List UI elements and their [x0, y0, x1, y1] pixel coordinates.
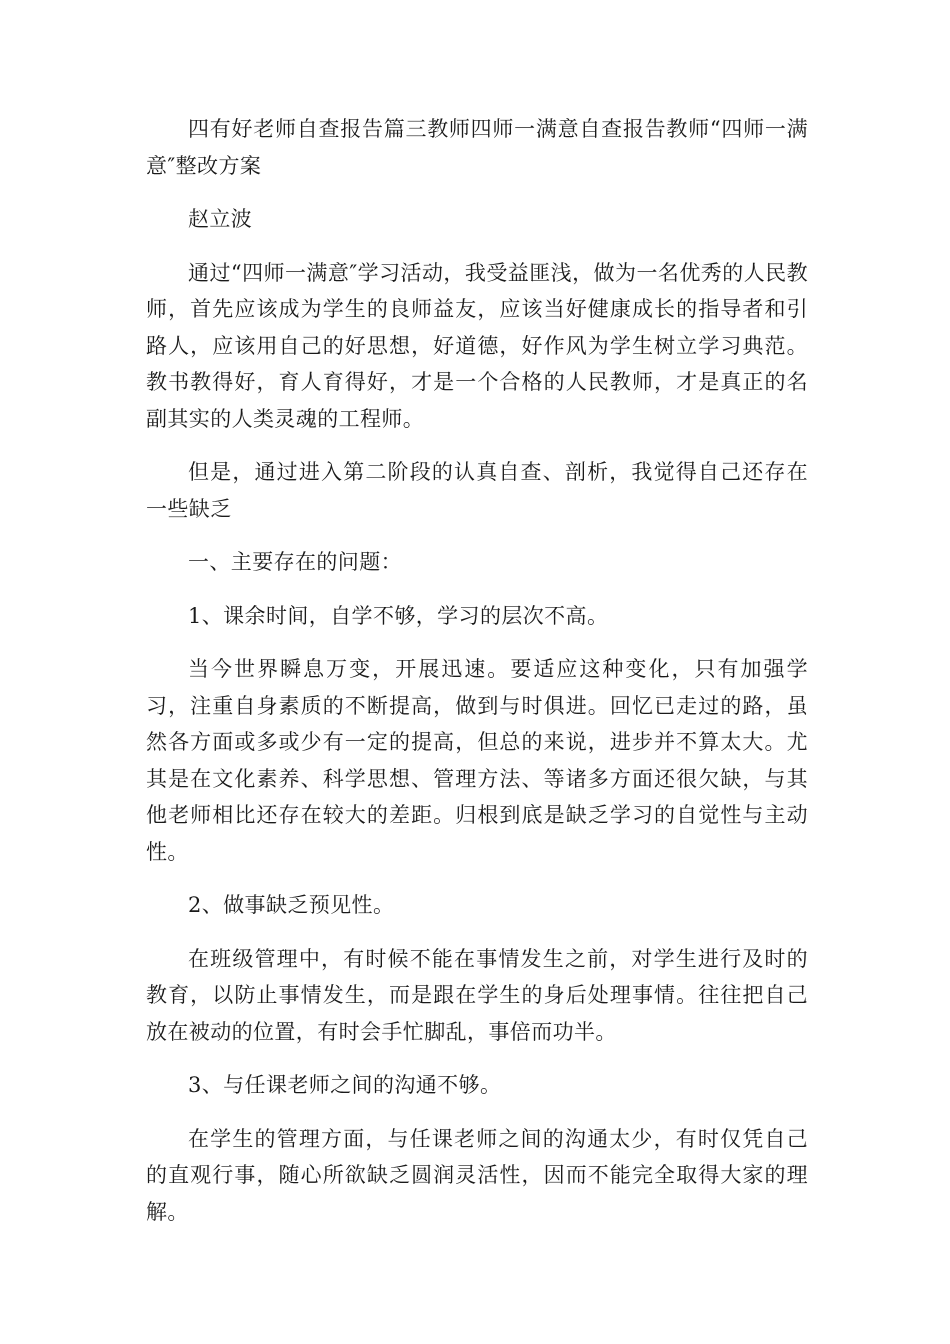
problem-2-body: 在班级管理中，有时候不能在事情发生之前，对学生进行及时的教育，以防止事情发生，而是跟在学生的身后处理事情。往往把自己放在被动的位置，有时会手忙脚乱，事倍而功半。: [146, 946, 808, 1044]
problem-3-heading: 3、与任课老师之间的沟通不够。: [188, 1073, 502, 1097]
document-author: 赵立波: [188, 207, 253, 231]
document-body: [146, 111, 808, 1247]
problem-1-heading: 1、课余时间，自学不够，学习的层次不高。: [188, 603, 609, 628]
section-heading-problems: 一、主要存在的问题：: [188, 550, 402, 574]
problem-2-heading: 2、做事缺乏预见性。: [188, 893, 395, 917]
paragraph-shortcomings: 但是，通过进入第二阶段的认真自查、剖析，我觉得自己还存在一些缺乏: [146, 460, 808, 521]
problem-1-body: 当今世界瞬息万变，开展迅速。要适应这种变化，只有加强学习，注重自身素质的不断提高，做到与时俱进。回忆已走过的路，虽然各方面或多或少有一定的提高，但总的来说，进步并不算太大。尤其是在文化素养、科学思想、管理方法、等诸多方面还很欠缺，与其他老师相比还存在较大的差距。归根到底是缺乏学习的自觉性与主动性。: [146, 657, 808, 864]
paragraph-intro: 通过“四师一满意″学习活动，我受益匪浅，做为一名优秀的人民教师，首先应该成为学生的良师益友，应该当好健康成长的指导者和引路人，应该用自己的好思想，好道德，好作风为学生树立学习典范。教书教得好，育人育得好，才是一个合格的人民教师，才是真正的名副其实的人类灵魂的工程师。: [146, 260, 808, 431]
problem-3-body: 在学生的管理方面，与任课老师之间的沟通太少，有时仅凭自己的直观行事，随心所欲缺乏圆润灵活性，因而不能完全取得大家的理解。: [146, 1126, 808, 1224]
document-title: 四有好老师自查报告篇三教师四师一满意自查报告教师“四师一满意″整改方案: [146, 117, 808, 178]
